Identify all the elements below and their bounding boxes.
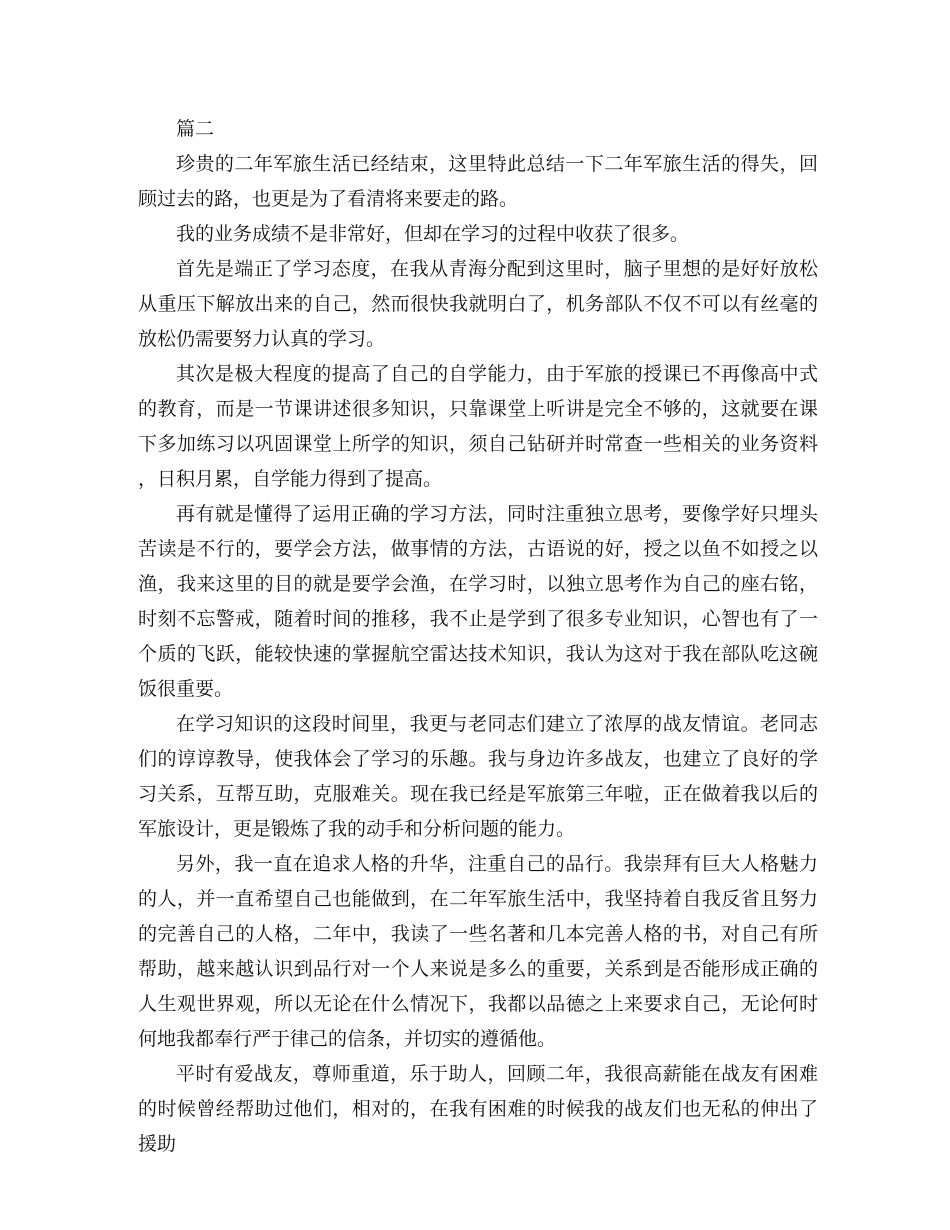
document-heading: 篇二: [176, 118, 215, 140]
paragraph-2: 我的业务成绩不是非常好，但却在学习的过程中收获了很多。: [176, 223, 690, 245]
paragraph-1: 珍贵的二年军旅生活已经结束，这里特此总结一下二年军旅生活的得失，回顾过去的路，也更是为了看清将来要走的路。: [138, 153, 818, 210]
document-body: [138, 112, 818, 1162]
paragraph-7: 另外，我一直在追求人格的升华，注重自己的品行。我崇拜有巨大人格魅力的人，并一直希望自己也能做到，在二年军旅生活中，我坚持着自我反省且努力的完善自己的人格，二年中，我读了一些名著和几本完善人格的书，对自己有所帮助，越来越认识到品行对一个人来说是多么的重要，关系到是否能形成正确的人生观世界观，所以无论在什么情况下，我都以品德之上来要求自己，无论何时何地我都奉行严于律己的信条，并切实的遵循他。: [138, 853, 818, 1050]
paragraph-8: 平时有爱战友，尊师重道，乐于助人，回顾二年，我很高薪能在战友有困难的时候曾经帮助过他们，相对的，在我有困难的时候我的战友们也无私的伸出了援助: [138, 1063, 818, 1155]
paragraph-5: 再有就是懂得了运用正确的学习方法，同时注重独立思考，要像学好只埋头苦读是不行的，要学会方法，做事情的方法，古语说的好，授之以鱼不如授之以渔，我来这里的目的就是要学会渔，在学习时，以独立思考作为自己的座右铭，时刻不忘警戒，随着时间的推移，我不止是学到了很多专业知识，心智也有了一个质的飞跃，能较快速的掌握航空雷达技术知识，我认为这对于我在部队吃这碗饭很重要。: [138, 503, 818, 700]
paragraph-6: 在学习知识的这段时间里，我更与老同志们建立了浓厚的战友情谊。老同志们的谆谆教导，使我体会了学习的乐趣。我与身边许多战友，也建立了良好的学习关系，互帮互助，克服难关。现在我已经是军旅第三年啦，正在做着我以后的军旅设计，更是锻炼了我的动手和分析问题的能力。: [138, 713, 818, 840]
paragraph-4: 其次是极大程度的提高了自己的自学能力，由于军旅的授课已不再像高中式的教育，而是一节课讲述很多知识，只靠课堂上听讲是完全不够的，这就要在课下多加练习以巩固课堂上所学的知识，须自己钻研并时常查一些相关的业务资料，日积月累，自学能力得到了提高。: [138, 363, 818, 490]
paragraph-3: 首先是端正了学习态度，在我从青海分配到这里时，脑子里想的是好好放松从重压下解放出来的自己，然而很快我就明白了，机务部队不仅不可以有丝毫的放松仍需要努力认真的学习。: [138, 258, 818, 350]
